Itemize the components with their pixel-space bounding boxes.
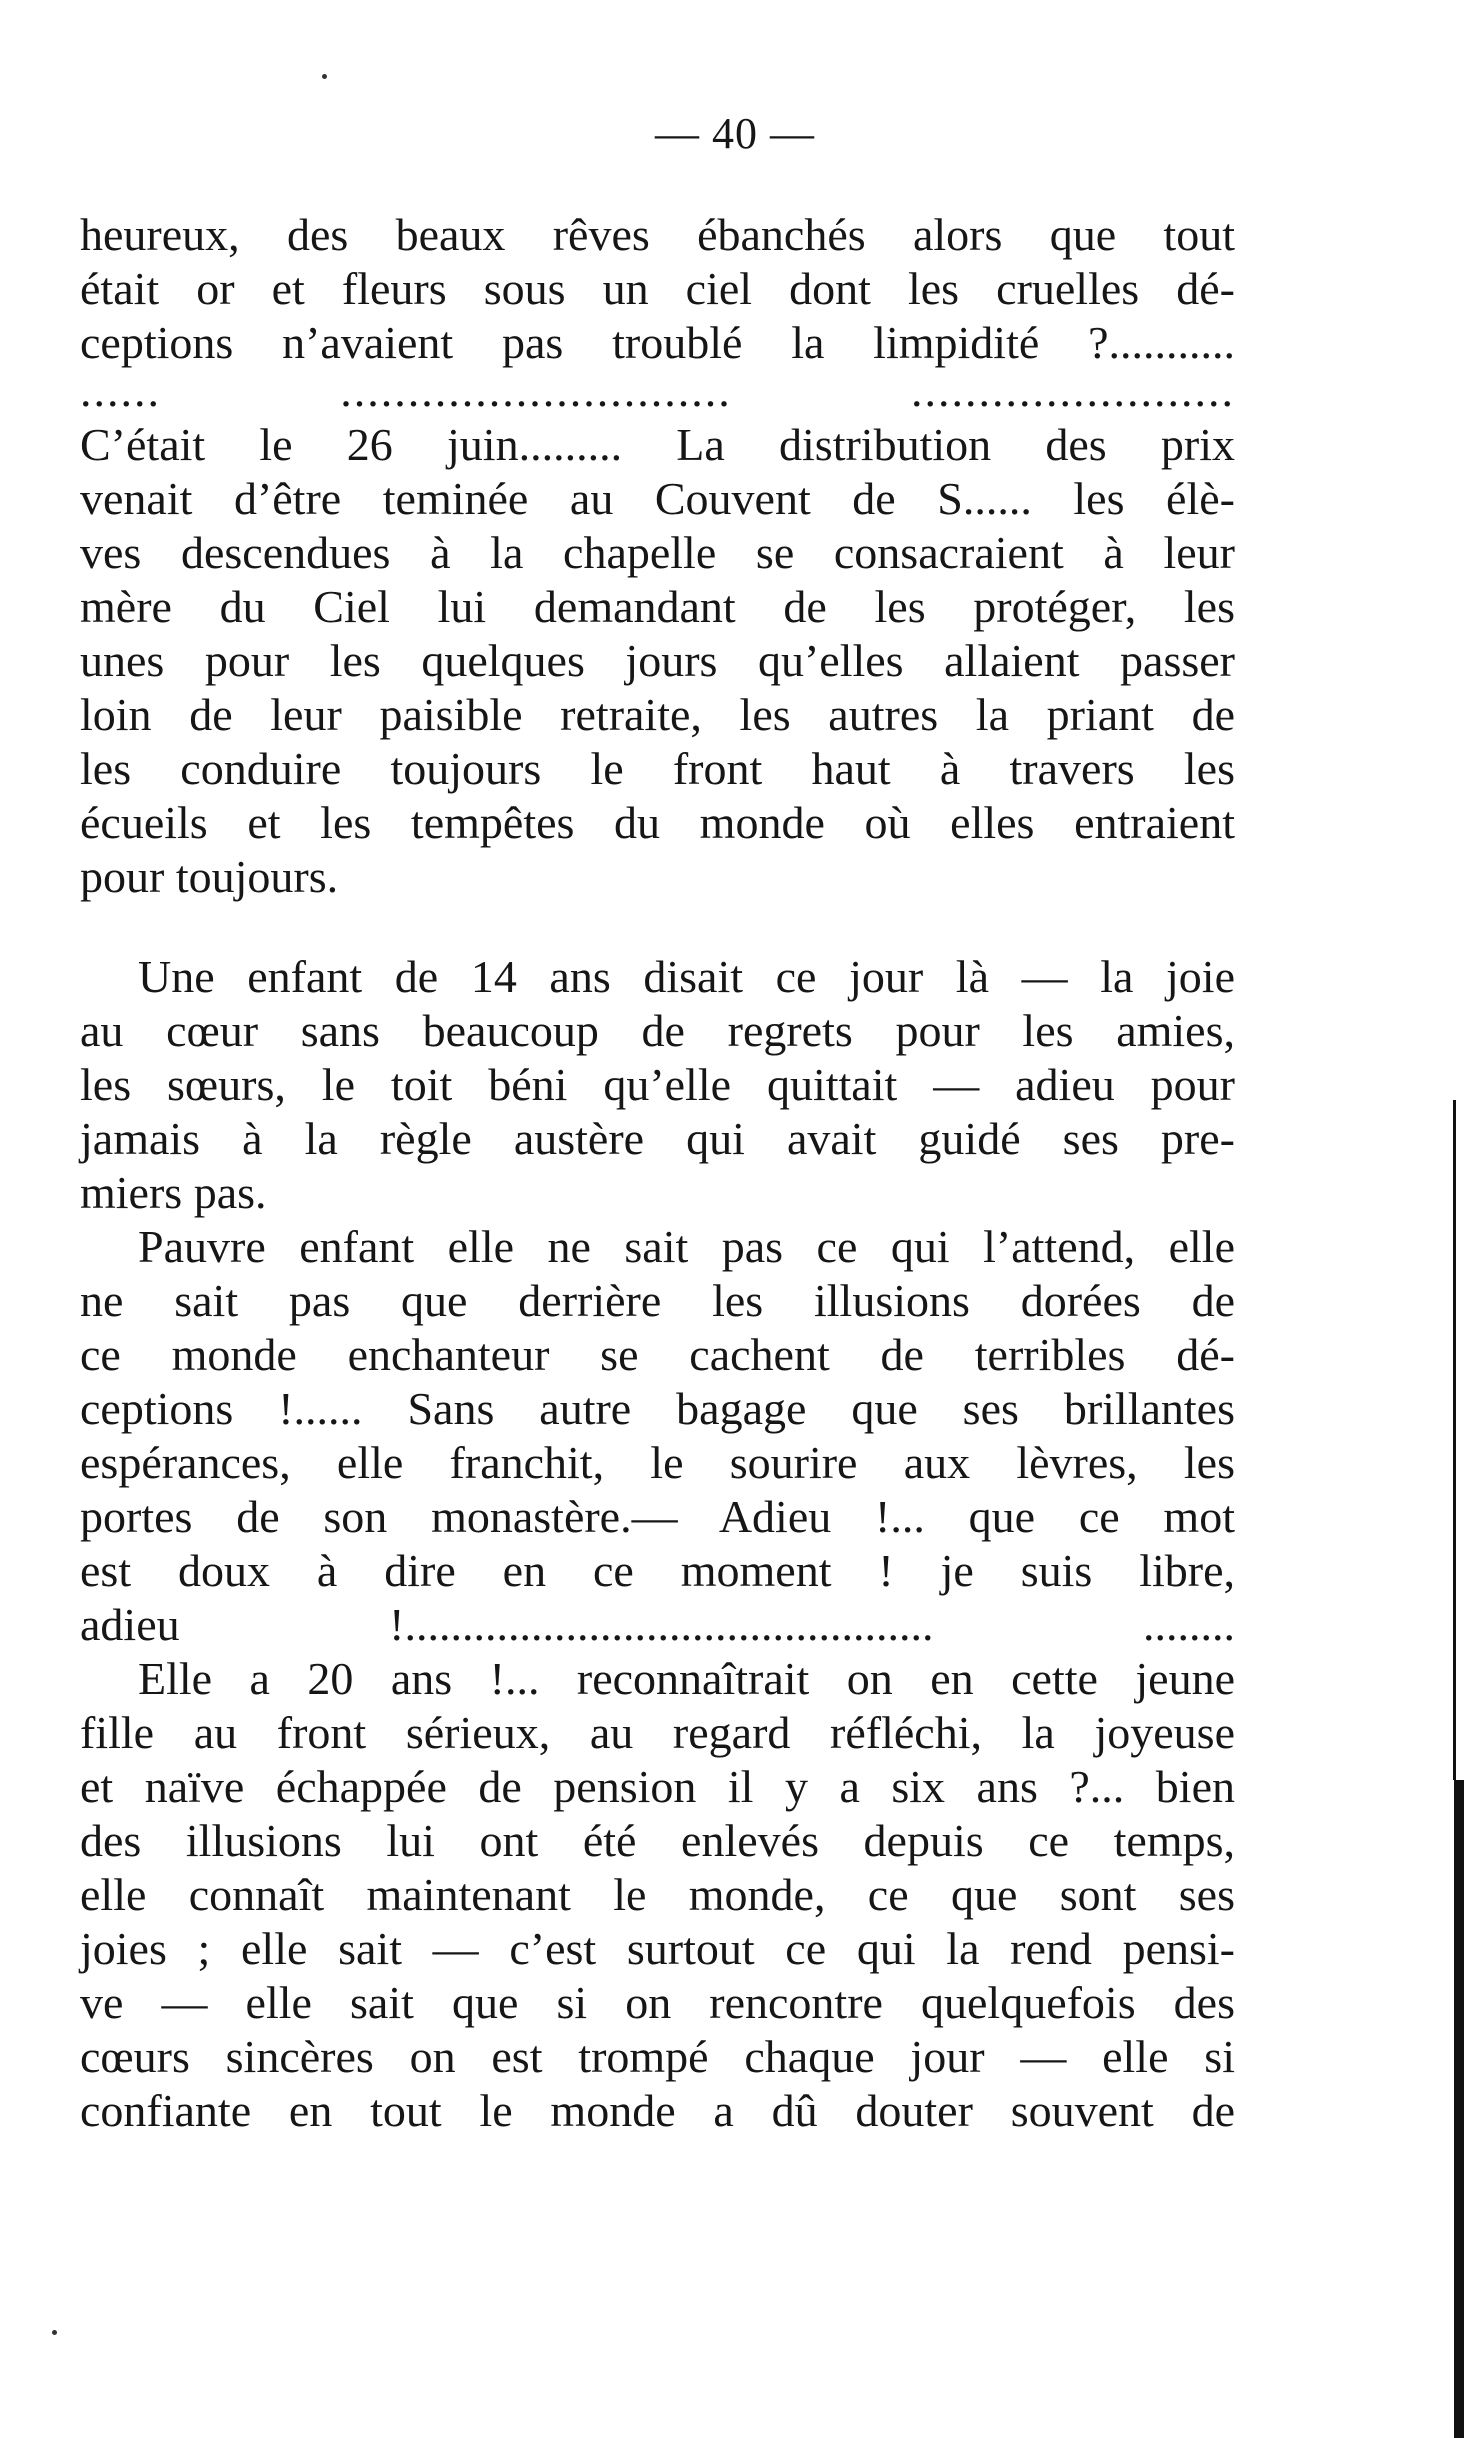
text-line: ve — elle sait que si on rencontre quelquefois des [80,1977,1235,2028]
page-number: — 40 — [655,109,815,158]
text-line: ceptions n’avaient pas troublé la limpidité ?........... [80,317,1235,368]
text-line: venait d’être teminée au Couvent de S...... les élè- [80,473,1235,524]
text-line: confiante en tout le monde a dû douter souvent de [80,2085,1235,2136]
text-line: Pauvre enfant elle ne sait pas ce qui l’attend, elle [138,1221,1235,1272]
text-line: était or et fleurs sous un ciel dont les cruelles dé- [80,263,1235,314]
text-line: heureux, des beaux rêves ébanchés alors que tout [80,209,1235,260]
text-line: jamais à la règle austère qui avait guidé ses pre- [80,1113,1235,1164]
text-line: joies ; elle sait — c’est surtout ce qui la rend pensi- [80,1923,1235,1974]
text-line: ceptions !...... Sans autre bagage que ses brillantes [80,1383,1235,1434]
text-line: est doux à dire en ce moment ! je suis libre, [80,1545,1235,1596]
text-line: mère du Ciel lui demandant de les protéger, les [80,581,1235,632]
text-line: portes de son monastère.— Adieu !... que ce mot [80,1491,1235,1542]
text-line: Elle a 20 ans !... reconnaîtrait on en cette jeune [138,1653,1235,1704]
text-line: ne sait pas que derrière les illusions dorées de [80,1275,1235,1326]
text-line: Une enfant de 14 ans disait ce jour là — la joie [138,951,1235,1002]
dotted-separator: ...... ............................. ........................ [80,365,1235,416]
text-line: pour toujours. [80,851,339,902]
text-line: miers pas. [80,1167,267,1218]
text-line: au cœur sans beaucoup de regrets pour les amies, [80,1005,1235,1056]
text-line: unes pour les quelques jours qu’elles allaient passer [80,635,1235,686]
text-line: C’était le 26 juin......... La distribution des prix [80,419,1235,470]
text-line: et naïve échappée de pension il y a six ans ?... bien [80,1761,1235,1812]
margin-scan-edge [1454,1780,1464,2438]
text-line: loin de leur paisible retraite, les autres la priant de [80,689,1235,740]
scan-speck [322,74,327,79]
scan-speck [52,2330,57,2335]
text-line: cœurs sincères on est trompé chaque jour — elle si [80,2031,1235,2082]
text-line: les conduire toujours le front haut à travers les [80,743,1235,794]
text-line: adieu !.............................................. ........ [80,1599,1235,1650]
text-line: espérances, elle franchit, le sourire aux lèvres, les [80,1437,1235,1488]
text-line: ves descendues à la chapelle se consacraient à leur [80,527,1235,578]
text-line: les sœurs, le toit béni qu’elle quittait — adieu pour [80,1059,1235,1110]
text-line: des illusions lui ont été enlevés depuis ce temps, [80,1815,1235,1866]
margin-scan-line [1453,1100,1456,1780]
text-line: fille au front sérieux, au regard réfléchi, la joyeuse [80,1707,1235,1758]
text-line: elle connaît maintenant le monde, ce que sont ses [80,1869,1235,1920]
text-line: écueils et les tempêtes du monde où elles entraient [80,797,1235,848]
text-line: ce monde enchanteur se cachent de terribles dé- [80,1329,1235,1380]
